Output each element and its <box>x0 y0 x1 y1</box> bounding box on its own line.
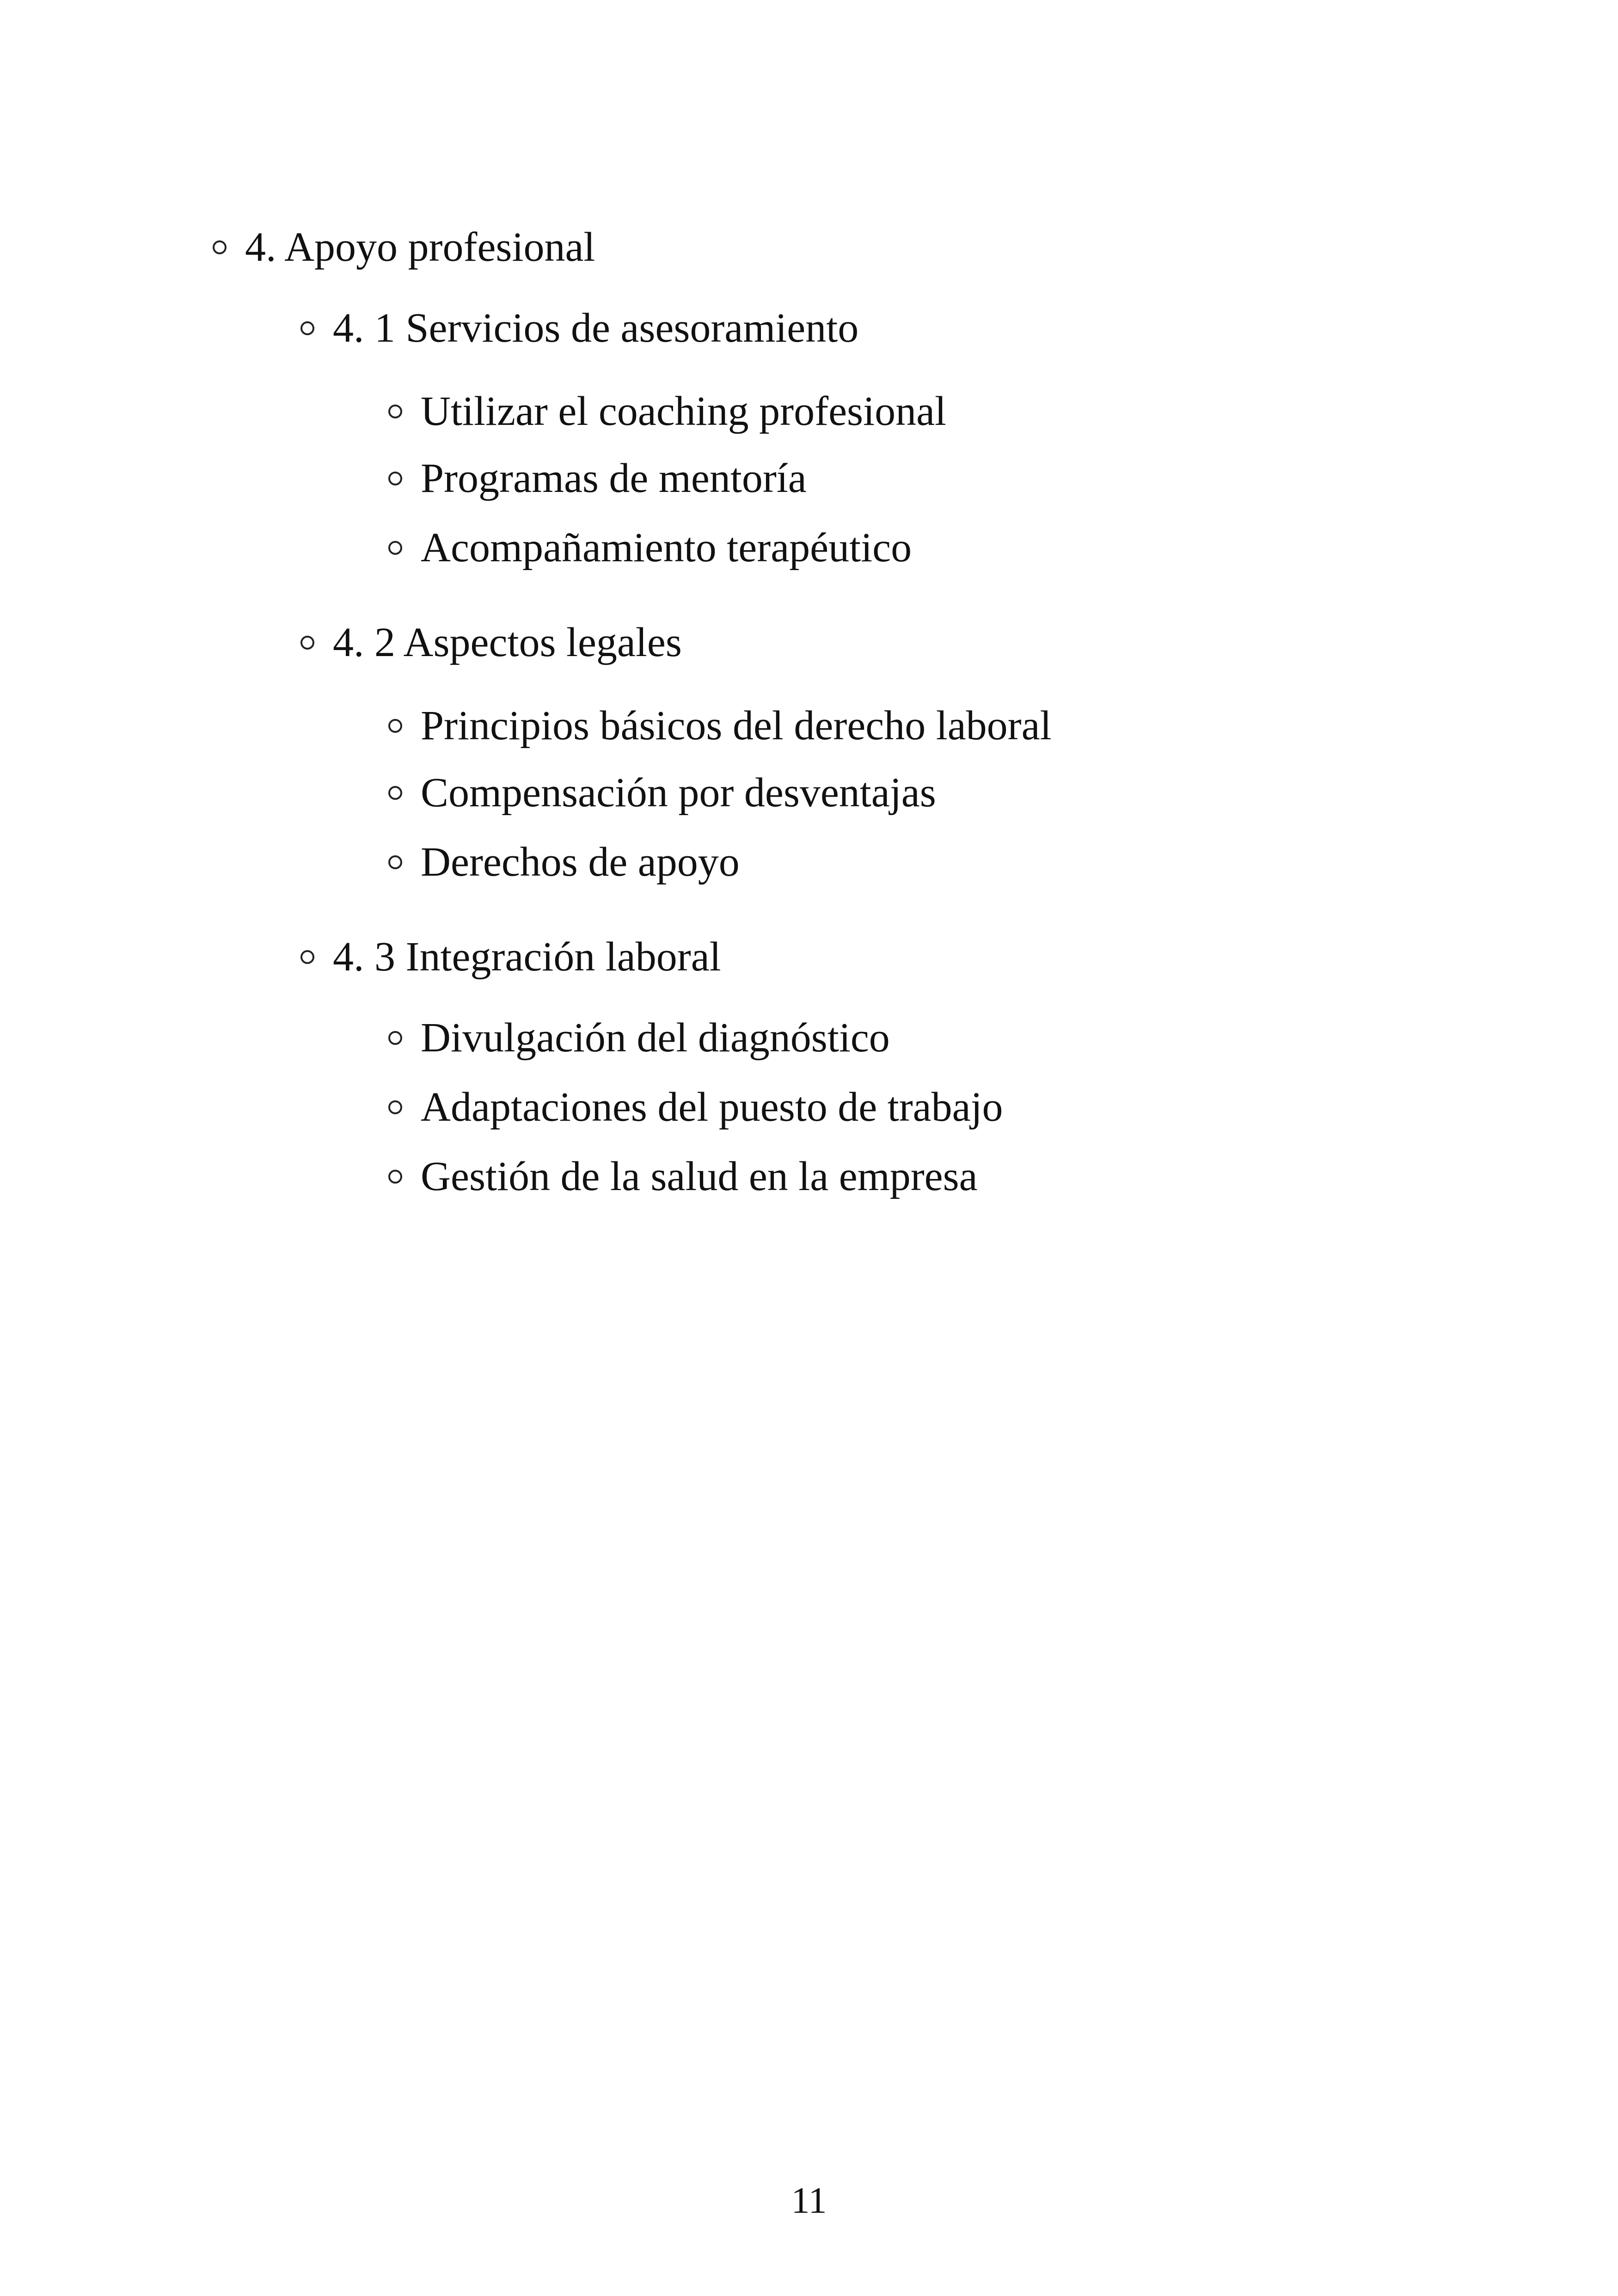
list-item-text: Principios básicos del derecho laboral <box>421 703 1052 749</box>
list-item-level-3 <box>388 453 1461 504</box>
hollow-circle-bullet-icon <box>388 472 402 485</box>
subsection-title: 4. 3 Integración laboral <box>333 934 721 980</box>
subsection-title: 4. 2 Aspectos legales <box>333 620 682 665</box>
list-item-level-2 <box>300 932 1461 982</box>
hollow-circle-bullet-icon <box>388 1170 402 1184</box>
hollow-circle-bullet-icon <box>388 405 402 418</box>
hollow-circle-bullet-icon <box>300 636 314 650</box>
list-item-text: Divulgación del diagnóstico <box>421 1015 890 1061</box>
list-item-level-3 <box>388 1082 1461 1133</box>
hollow-circle-bullet-icon <box>213 240 227 254</box>
list-item-text: Compensación por desventajas <box>421 770 936 816</box>
list-item-text: Utilizar el coaching profesional <box>421 388 947 434</box>
list-item-level-2 <box>300 303 1461 354</box>
subsection-title: 4. 1 Servicios de asesoramiento <box>333 305 859 351</box>
list-item-text: Programas de mentoría <box>421 455 807 501</box>
section-title: 4. Apoyo profesional <box>245 224 595 270</box>
list-item-text: Adaptaciones del puesto de trabajo <box>421 1084 1003 1130</box>
list-item-level-3 <box>388 837 1461 888</box>
list-item-level-1 <box>213 222 1461 273</box>
hollow-circle-bullet-icon <box>300 321 314 335</box>
hollow-circle-bullet-icon <box>388 1031 402 1045</box>
list-item-level-3 <box>388 1013 1461 1063</box>
hollow-circle-bullet-icon <box>300 950 314 964</box>
list-item-level-3 <box>388 767 1461 818</box>
list-item-level-2 <box>300 617 1461 668</box>
hollow-circle-bullet-icon <box>388 541 402 555</box>
hollow-circle-bullet-icon <box>388 855 402 869</box>
page-number: 11 <box>791 2180 827 2221</box>
hollow-circle-bullet-icon <box>388 719 402 733</box>
hollow-circle-bullet-icon <box>388 1100 402 1114</box>
list-item-level-3 <box>388 522 1461 573</box>
list-item-level-3 <box>388 700 1461 751</box>
list-item-text: Acompañamiento terapéutico <box>421 525 912 571</box>
list-item-text: Derechos de apoyo <box>421 839 740 885</box>
outline-list <box>213 222 1461 1202</box>
list-item-text: Gestión de la salud en la empresa <box>421 1154 978 1199</box>
list-item-level-3 <box>388 386 1461 437</box>
hollow-circle-bullet-icon <box>388 786 402 800</box>
list-item-level-3 <box>388 1151 1461 1202</box>
